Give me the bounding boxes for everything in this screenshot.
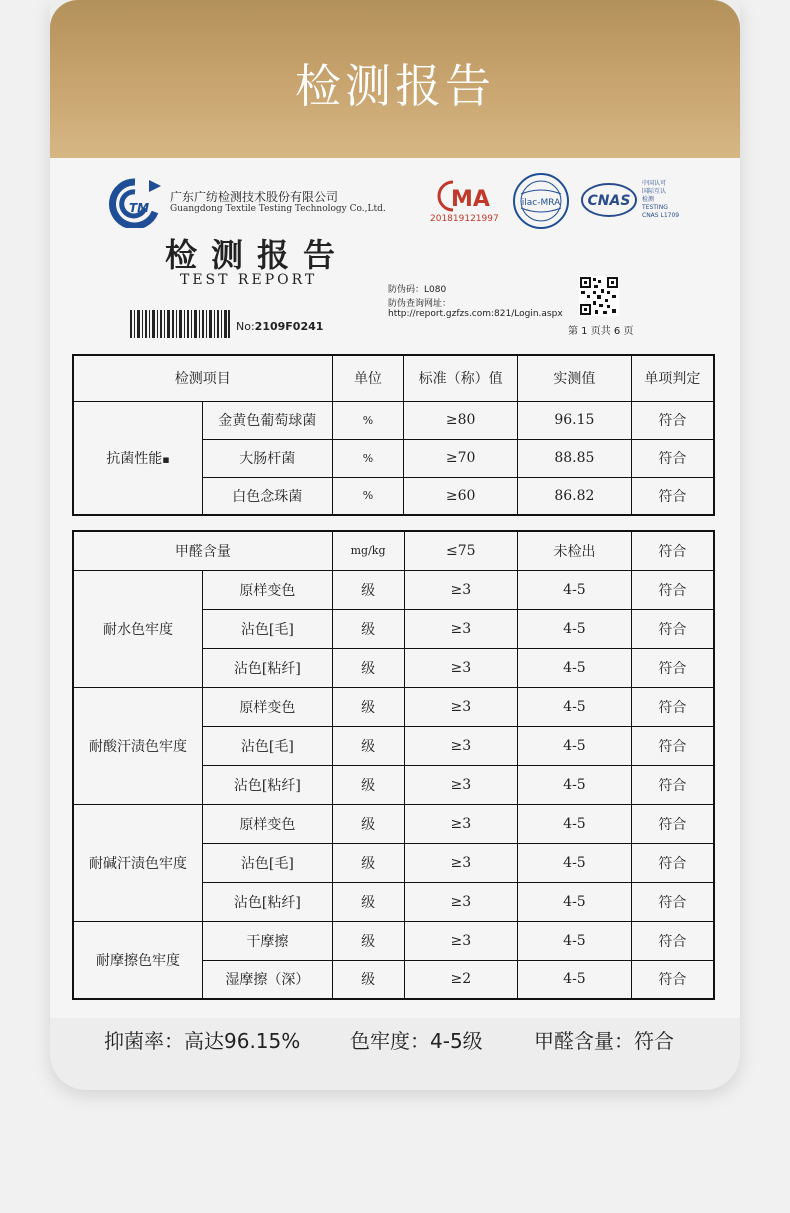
- cnas-caption: 中国认可 国际互认 检测 TESTING CNAS L1709: [642, 180, 680, 219]
- group-antibacterial: 抗菌性能▪: [73, 401, 203, 515]
- header-result: 单项判定: [631, 355, 714, 401]
- table-header-row: [73, 355, 714, 401]
- svg-text:CNAS: CNAS: [587, 193, 631, 209]
- anti-fake-url[interactable]: http://report.gzfzs.com:821/Login.aspx: [388, 309, 563, 319]
- group-water-fastness: 耐水色牢度: [73, 570, 203, 687]
- table-row: 湿摩擦（深） 级 ≥2 4-5 符合: [73, 960, 714, 999]
- table-row: 沾色[毛] 级 ≥3 4-5 符合: [73, 609, 714, 648]
- table-row: 沾色[粘纤] 级 ≥3 4-5 符合: [73, 648, 714, 687]
- company-name-en: Guangdong Textile Testing Technology Co.,Ltd.: [170, 204, 386, 214]
- colorfastness-table: [72, 530, 715, 1000]
- table-row: 沾色[粘纤] 级 ≥3 4-5 符合: [73, 765, 714, 804]
- svg-text:MA: MA: [451, 187, 490, 212]
- table-row: 耐酸汗渍色牢度 原样变色 级 ≥3 4-5 符合: [73, 687, 714, 726]
- table-row: 抗菌性能▪ 金黄色葡萄球菌 % ≥80 96.15 符合: [73, 401, 714, 439]
- cma-code: 201819121997: [430, 214, 499, 224]
- summary-formaldehyde: 甲醛含量：符合: [534, 1029, 674, 1053]
- table-row: 白色念珠菌 % ≥60 86.82 符合: [73, 477, 714, 515]
- table-row: 大肠杆菌 % ≥70 88.85 符合: [73, 439, 714, 477]
- summary-colorfastness: 色牢度：4-5级: [350, 1029, 483, 1053]
- table-row: 耐碱汗渍色牢度 原样变色 级 ≥3 4-5 符合: [73, 804, 714, 843]
- test-report-document: [50, 158, 740, 1018]
- banner-title: 检测报告: [295, 59, 495, 113]
- qr-code-icon: [579, 276, 619, 316]
- group-alkaline-perspiration: 耐碱汗渍色牢度: [73, 804, 203, 921]
- table-row: 耐摩擦色牢度 干摩擦 级 ≥3 4-5 符合: [73, 921, 714, 960]
- table-row: 沾色[毛] 级 ≥3 4-5 符合: [73, 843, 714, 882]
- svg-text:TM: TM: [129, 201, 150, 215]
- group-acid-perspiration: 耐酸汗渍色牢度: [73, 687, 203, 804]
- group-rubbing-fastness: 耐摩擦色牢度: [73, 921, 203, 999]
- title-banner: [50, 0, 740, 158]
- report-card: [50, 0, 740, 1090]
- report-title-cn: 检测报告: [165, 236, 350, 274]
- page-info: 第 1 页共 6 页: [568, 326, 634, 337]
- header-measured: 实测值: [518, 355, 632, 401]
- anti-fake-code: 防伪码：L080: [388, 285, 447, 295]
- company-name-cn: 广东广纺检测技术股份有限公司: [170, 190, 339, 204]
- anti-fake-url-label: 防伪查询网址：: [388, 299, 452, 309]
- header-unit: 单位: [332, 355, 404, 401]
- company-logo-icon: [105, 176, 163, 228]
- cnas-logo-icon: [580, 180, 638, 220]
- summary-antibacterial: 抑菌率：高达96.15%: [104, 1029, 301, 1053]
- table-row: 耐水色牢度 原样变色 级 ≥3 4-5 符合: [73, 570, 714, 609]
- ilac-mra-logo-icon: [512, 172, 570, 230]
- barcode-icon: [130, 310, 230, 338]
- table-row: 甲醛含量 mg/kg ≤75 未检出 符合: [73, 531, 714, 570]
- antibacterial-table: [72, 354, 715, 516]
- table-row: 沾色[毛] 级 ≥3 4-5 符合: [73, 726, 714, 765]
- report-title-en: TEST REPORT: [180, 272, 318, 288]
- report-number: No:2109F0241: [236, 320, 324, 333]
- svg-text:ilac-MRA: ilac-MRA: [521, 198, 561, 208]
- table-row: 沾色[粘纤] 级 ≥3 4-5 符合: [73, 882, 714, 921]
- header-test-item: 检测项目: [73, 355, 332, 401]
- header-standard: 标准（称）值: [404, 355, 518, 401]
